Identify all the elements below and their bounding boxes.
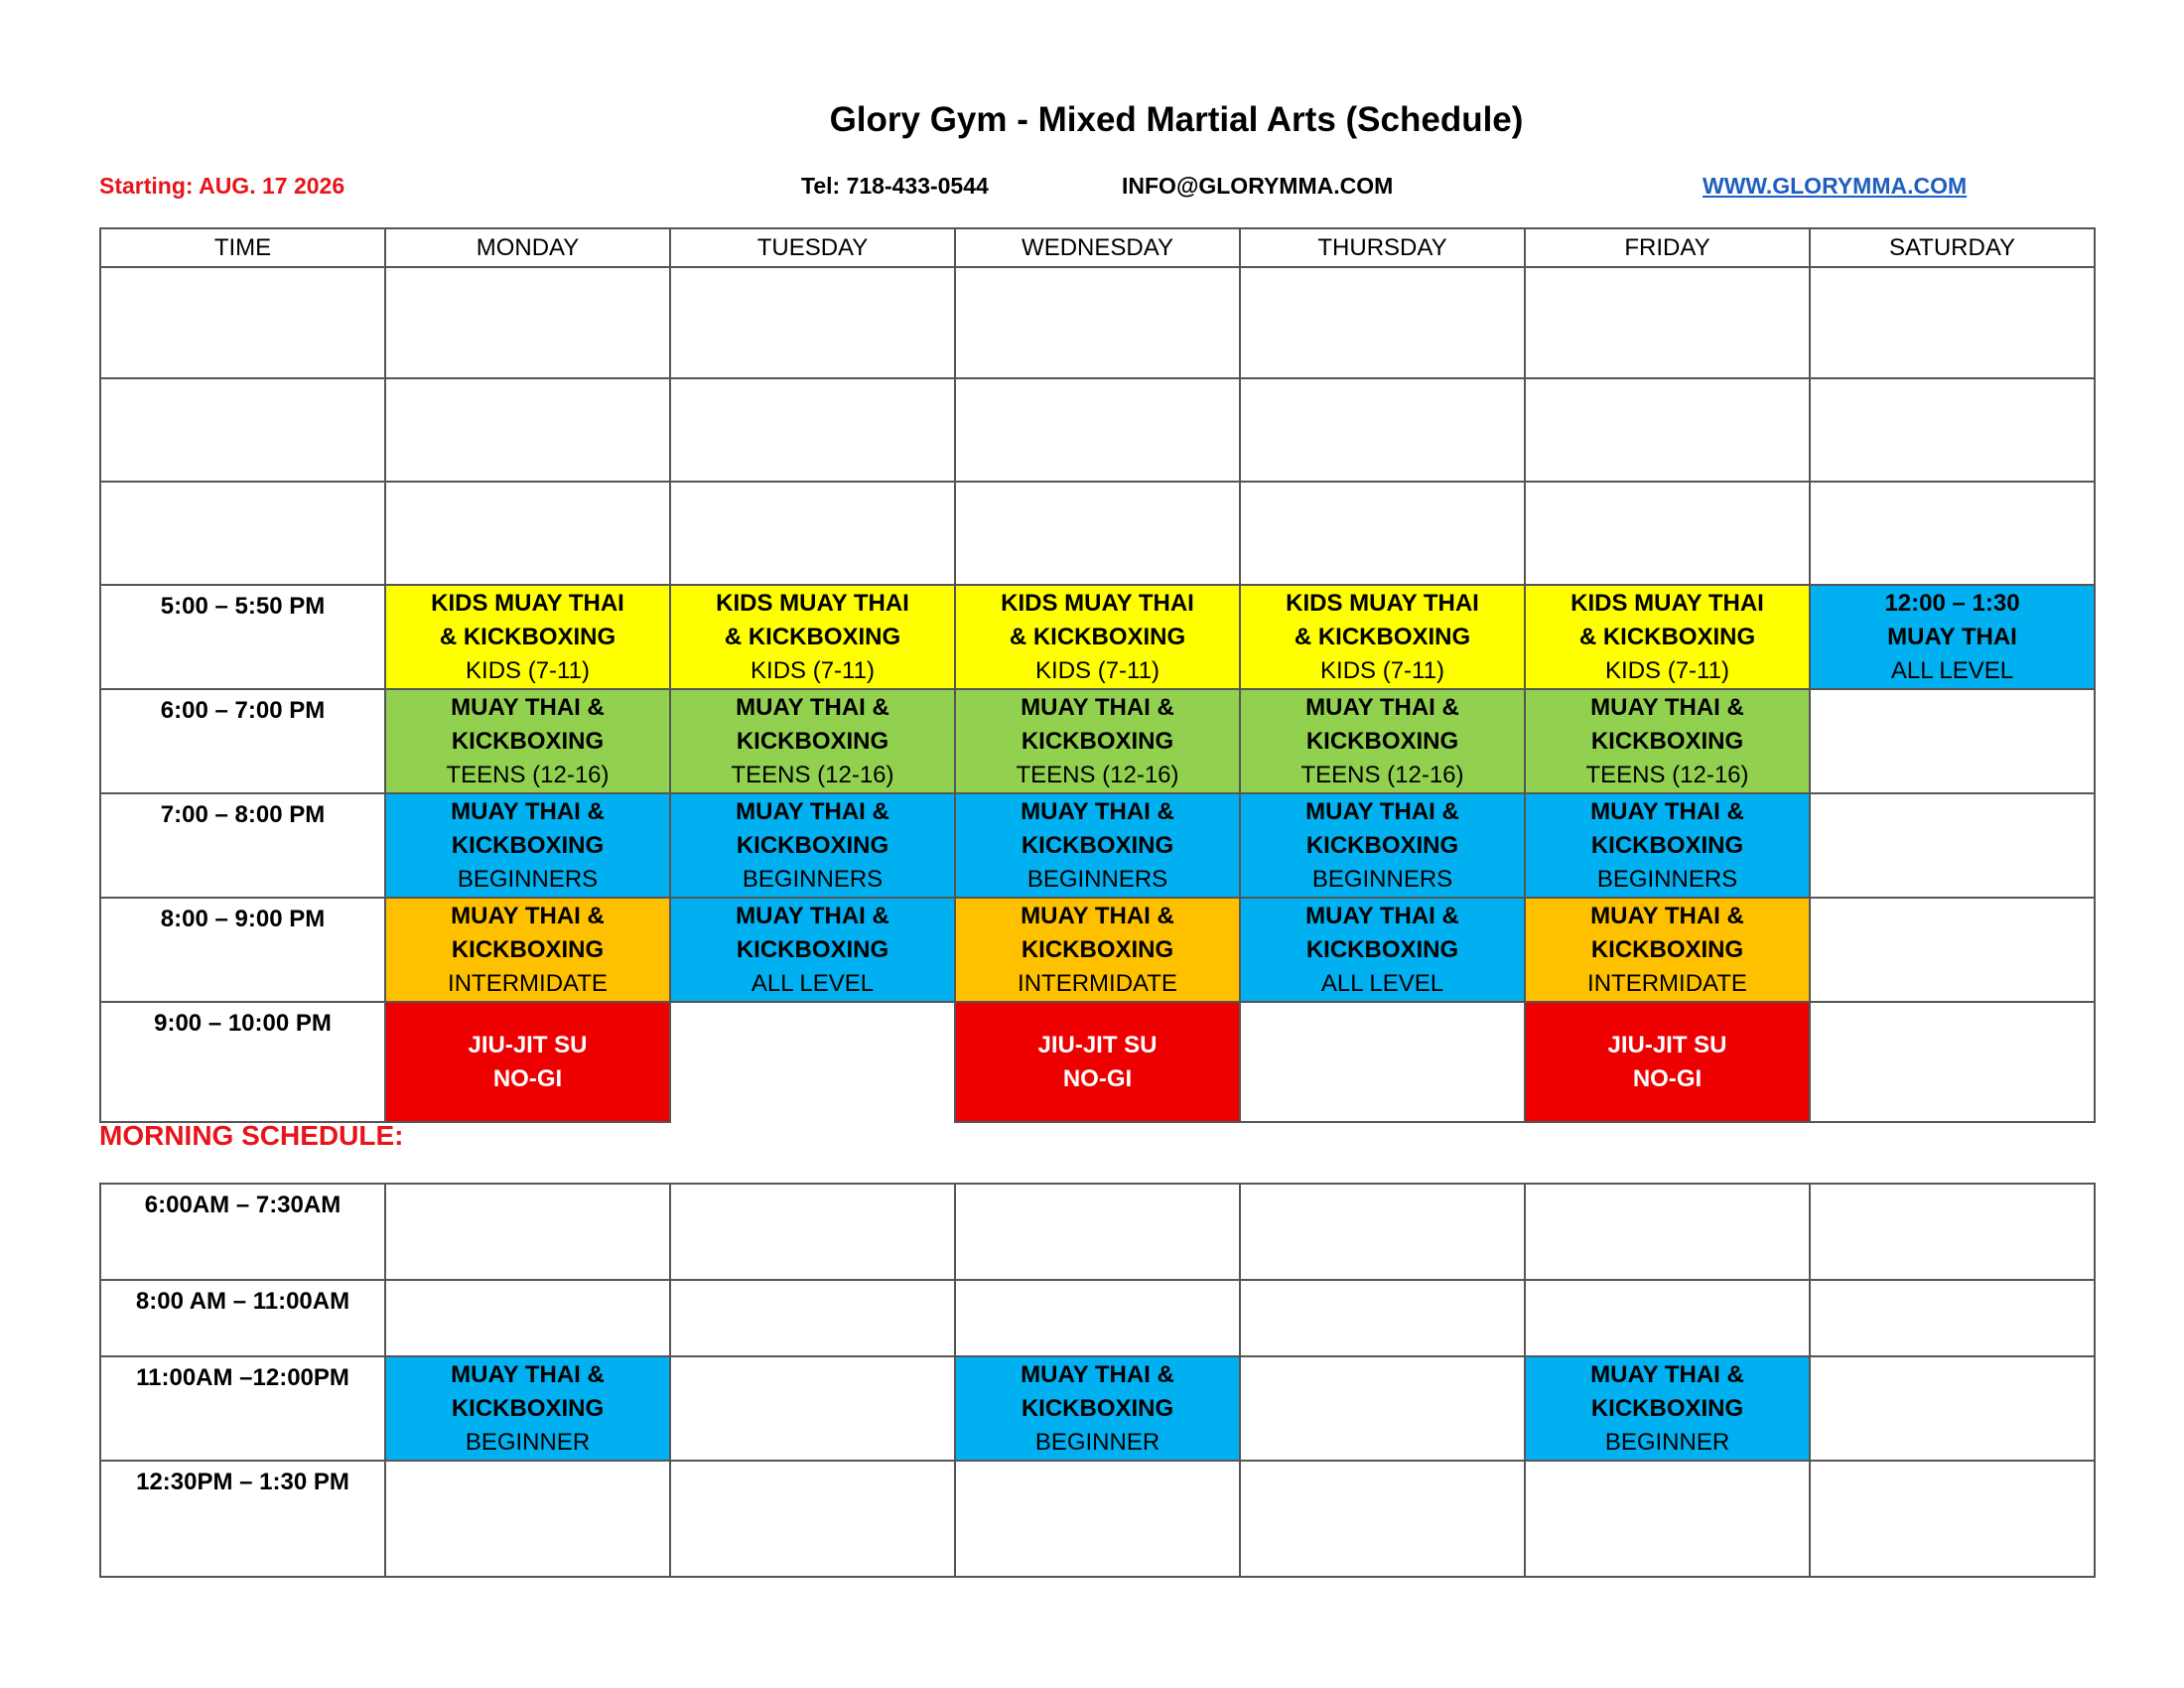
class-subtitle: KICKBOXING [1590, 832, 1744, 859]
empty-cell [1525, 267, 1810, 378]
class-title: KIDS MUAY THAI [716, 590, 909, 617]
class-cell-beginners [385, 793, 670, 898]
empty-row [100, 482, 2095, 585]
class-cell-kids-muay-thai [1240, 585, 1525, 689]
class-title: MUAY THAI & [736, 694, 889, 721]
class-level: TEENS (12-16) [1585, 762, 1749, 788]
class-level: TEENS (12-16) [1300, 762, 1464, 788]
class-subtitle: KICKBOXING [1590, 936, 1744, 963]
class-title: MUAY THAI & [736, 798, 889, 825]
morning-row [100, 1356, 2095, 1461]
class-title: JIU-JIT SU [1607, 1032, 1727, 1058]
empty-cell [955, 482, 1240, 585]
class-subtitle: KICKBOXING [1305, 728, 1459, 755]
class-subtitle: KICKBOXING [736, 832, 889, 859]
class-cell-beginners [1240, 793, 1525, 898]
time-label: 7:00 – 8:00 PM [100, 793, 385, 898]
col-header-time: TIME [100, 228, 385, 267]
empty-cell [1240, 1356, 1525, 1461]
class-cell-teens [1525, 689, 1810, 793]
empty-cell [385, 267, 670, 378]
morning-schedule-heading: MORNING SCHEDULE: [99, 1120, 404, 1151]
class-title: MUAY THAI & [1305, 798, 1459, 825]
class-level: INTERMIDATE [1587, 970, 1747, 997]
empty-cell [1810, 1280, 2095, 1356]
empty-cell [385, 1280, 670, 1356]
class-cell-jiujitsu [385, 1002, 670, 1122]
empty-cell [1810, 793, 2095, 898]
empty-cell [100, 482, 385, 585]
empty-cell [1810, 898, 2095, 1002]
class-cell-teens [955, 689, 1240, 793]
class-title: MUAY THAI & [1021, 694, 1174, 721]
class-cell-beginner [955, 1356, 1240, 1461]
empty-cell [1240, 1184, 1525, 1280]
empty-cell [670, 1184, 955, 1280]
phone-number: Tel: 718-433-0544 [801, 173, 989, 199]
class-title: MUAY THAI & [451, 903, 605, 929]
class-subtitle: KICKBOXING [1021, 936, 1174, 963]
time-label: 8:00 – 9:00 PM [100, 898, 385, 1002]
website-link[interactable]: WWW.GLORYMMA.COM [1703, 173, 1968, 199]
class-cell-beginners [955, 793, 1240, 898]
empty-cell [955, 378, 1240, 482]
class-title: MUAY THAI & [736, 903, 889, 929]
class-cell-intermediate [1525, 898, 1810, 1002]
empty-cell [100, 378, 385, 482]
time-label: 11:00AM –12:00PM [100, 1356, 385, 1461]
class-subtitle: & KICKBOXING [439, 624, 616, 650]
class-title: MUAY THAI & [1021, 798, 1174, 825]
empty-row [100, 267, 2095, 378]
class-title: MUAY THAI & [1590, 1361, 1744, 1388]
class-cell-beginner [385, 1356, 670, 1461]
class-level: ALL LEVEL [1890, 657, 2014, 684]
col-header-friday: FRIDAY [1525, 228, 1810, 267]
class-cell-beginner [1525, 1356, 1810, 1461]
empty-cell [955, 1184, 1240, 1280]
empty-cell [1810, 1461, 2095, 1577]
class-title: MUAY THAI & [1021, 903, 1174, 929]
class-cell-beginners [670, 793, 955, 898]
time-label: 6:00AM – 7:30AM [100, 1184, 385, 1280]
class-level: TEENS (12-16) [731, 762, 894, 788]
class-subtitle: KICKBOXING [1305, 936, 1459, 963]
page-title: Glory Gym - Mixed Martial Arts (Schedule) [829, 100, 1524, 139]
empty-cell [955, 267, 1240, 378]
empty-cell [1525, 378, 1810, 482]
class-level: INTERMIDATE [1018, 970, 1177, 997]
class-subtitle: KICKBOXING [451, 1395, 605, 1422]
time-label: 12:30PM – 1:30 PM [100, 1461, 385, 1577]
class-title: MUAY THAI & [451, 1361, 605, 1388]
empty-cell [1525, 1461, 1810, 1577]
empty-cell [385, 378, 670, 482]
class-cell-kids-muay-thai [385, 585, 670, 689]
class-cell-kids-muay-thai [955, 585, 1240, 689]
empty-cell [1810, 1002, 2095, 1122]
morning-row [100, 1184, 2095, 1280]
class-subtitle: KICKBOXING [1590, 1395, 1744, 1422]
class-level: ALL LEVEL [1320, 970, 1444, 997]
empty-cell [670, 482, 955, 585]
empty-cell [670, 1356, 955, 1461]
empty-cell [1810, 689, 2095, 793]
class-level: BEGINNERS [457, 866, 599, 893]
time-label: 6:00 – 7:00 PM [100, 689, 385, 793]
schedule-row-8pm [100, 898, 2095, 1002]
col-header-wednesday: WEDNESDAY [955, 228, 1240, 267]
class-subtitle: KICKBOXING [1021, 832, 1174, 859]
schedule-row-9pm [100, 1002, 2095, 1122]
empty-cell [385, 1184, 670, 1280]
start-date: Starting: AUG. 17 2026 [99, 173, 345, 199]
class-title: MUAY THAI & [1021, 1361, 1174, 1388]
empty-cell [1810, 267, 2095, 378]
empty-row [100, 378, 2095, 482]
class-level: BEGINNER [1604, 1429, 1730, 1456]
empty-cell [1240, 1280, 1525, 1356]
empty-cell [955, 1461, 1240, 1577]
empty-cell [385, 482, 670, 585]
class-cell-kids-muay-thai [670, 585, 955, 689]
class-level: ALL LEVEL [751, 970, 875, 997]
empty-cell [1525, 1184, 1810, 1280]
empty-cell [670, 267, 955, 378]
class-title: JIU-JIT SU [468, 1032, 588, 1058]
time-label: 8:00 AM – 11:00AM [100, 1280, 385, 1356]
class-subtitle: & KICKBOXING [1294, 624, 1471, 650]
empty-cell [670, 1461, 955, 1577]
empty-cell [1240, 1002, 1525, 1122]
class-subtitle: KICKBOXING [451, 832, 605, 859]
time-label: 9:00 – 10:00 PM [100, 1002, 385, 1122]
morning-row [100, 1461, 2095, 1577]
class-cell-beginners [1525, 793, 1810, 898]
class-subtitle: KICKBOXING [1305, 832, 1459, 859]
class-title: MUAY THAI & [1305, 903, 1459, 929]
empty-cell [100, 267, 385, 378]
class-subtitle: KICKBOXING [1021, 1395, 1174, 1422]
class-title: MUAY THAI & [451, 694, 605, 721]
class-cell-all-level [1240, 898, 1525, 1002]
empty-cell [1240, 1461, 1525, 1577]
class-subtitle: KICKBOXING [1590, 728, 1744, 755]
class-cell-kids-muay-thai [1525, 585, 1810, 689]
class-cell-jiujitsu [955, 1002, 1240, 1122]
empty-cell [1240, 378, 1525, 482]
empty-cell [385, 1461, 670, 1577]
time-label: 5:00 – 5:50 PM [100, 585, 385, 689]
empty-cell [670, 1280, 955, 1356]
email-address: INFO@GLORYMMA.COM [1122, 173, 1394, 199]
empty-cell [1810, 1184, 2095, 1280]
class-cell-saturday-muay-thai [1810, 585, 2095, 689]
evening-schedule-table [99, 227, 2096, 1123]
header-row [100, 228, 2095, 267]
empty-cell [1240, 482, 1525, 585]
class-subtitle: & KICKBOXING [1009, 624, 1186, 650]
empty-cell [670, 378, 955, 482]
class-level: BEGINNER [465, 1429, 591, 1456]
class-subtitle: & KICKBOXING [1578, 624, 1756, 650]
class-level: BEGINNERS [1026, 866, 1168, 893]
schedule-row-6pm [100, 689, 2095, 793]
class-subtitle: KICKBOXING [736, 728, 889, 755]
empty-cell [1525, 1280, 1810, 1356]
class-title: MUAY THAI & [451, 798, 605, 825]
col-header-saturday: SATURDAY [1810, 228, 2095, 267]
class-title: MUAY THAI & [1590, 694, 1744, 721]
schedule-row-5pm [100, 585, 2095, 689]
class-title: MUAY THAI & [1590, 903, 1744, 929]
class-subtitle: NO-GI [1632, 1065, 1703, 1092]
class-level: KIDS (7-11) [1035, 657, 1160, 684]
empty-cell [670, 1002, 955, 1122]
class-subtitle: KICKBOXING [1021, 728, 1174, 755]
schedule-row-7pm [100, 793, 2095, 898]
class-cell-teens [385, 689, 670, 793]
class-cell-teens [1240, 689, 1525, 793]
class-cell-all-level [670, 898, 955, 1002]
class-level: KIDS (7-11) [466, 657, 590, 684]
col-header-monday: MONDAY [385, 228, 670, 267]
empty-cell [955, 1280, 1240, 1356]
class-subtitle: NO-GI [1062, 1065, 1133, 1092]
class-cell-intermediate [385, 898, 670, 1002]
class-subtitle: KICKBOXING [451, 728, 605, 755]
class-title: KIDS MUAY THAI [431, 590, 624, 617]
col-header-thursday: THURSDAY [1240, 228, 1525, 267]
class-level: BEGINNERS [1311, 866, 1453, 893]
class-level: INTERMIDATE [448, 970, 608, 997]
class-title: MUAY THAI & [1590, 798, 1744, 825]
class-title: JIU-JIT SU [1037, 1032, 1158, 1058]
class-cell-teens [670, 689, 955, 793]
class-level: TEENS (12-16) [446, 762, 610, 788]
class-time: 12:00 – 1:30 [1884, 590, 2020, 617]
morning-row [100, 1280, 2095, 1356]
empty-cell [1810, 1356, 2095, 1461]
class-level: TEENS (12-16) [1016, 762, 1179, 788]
class-level: KIDS (7-11) [1320, 657, 1444, 684]
col-header-tuesday: TUESDAY [670, 228, 955, 267]
empty-cell [1525, 482, 1810, 585]
class-title: MUAY THAI [1887, 624, 2017, 650]
class-cell-jiujitsu [1525, 1002, 1810, 1122]
class-subtitle: KICKBOXING [451, 936, 605, 963]
class-subtitle: KICKBOXING [736, 936, 889, 963]
class-level: BEGINNERS [742, 866, 884, 893]
class-title: KIDS MUAY THAI [1286, 590, 1479, 617]
class-subtitle: & KICKBOXING [724, 624, 901, 650]
class-level: BEGINNER [1034, 1429, 1160, 1456]
empty-cell [1810, 378, 2095, 482]
class-cell-intermediate [955, 898, 1240, 1002]
empty-cell [1810, 482, 2095, 585]
class-level: KIDS (7-11) [1605, 657, 1729, 684]
morning-schedule-table [99, 1183, 2096, 1578]
class-title: KIDS MUAY THAI [1001, 590, 1194, 617]
class-subtitle: NO-GI [492, 1065, 563, 1092]
class-level: KIDS (7-11) [751, 657, 875, 684]
class-level: BEGINNERS [1596, 866, 1738, 893]
class-title: MUAY THAI & [1305, 694, 1459, 721]
empty-cell [1240, 267, 1525, 378]
class-title: KIDS MUAY THAI [1570, 590, 1764, 617]
